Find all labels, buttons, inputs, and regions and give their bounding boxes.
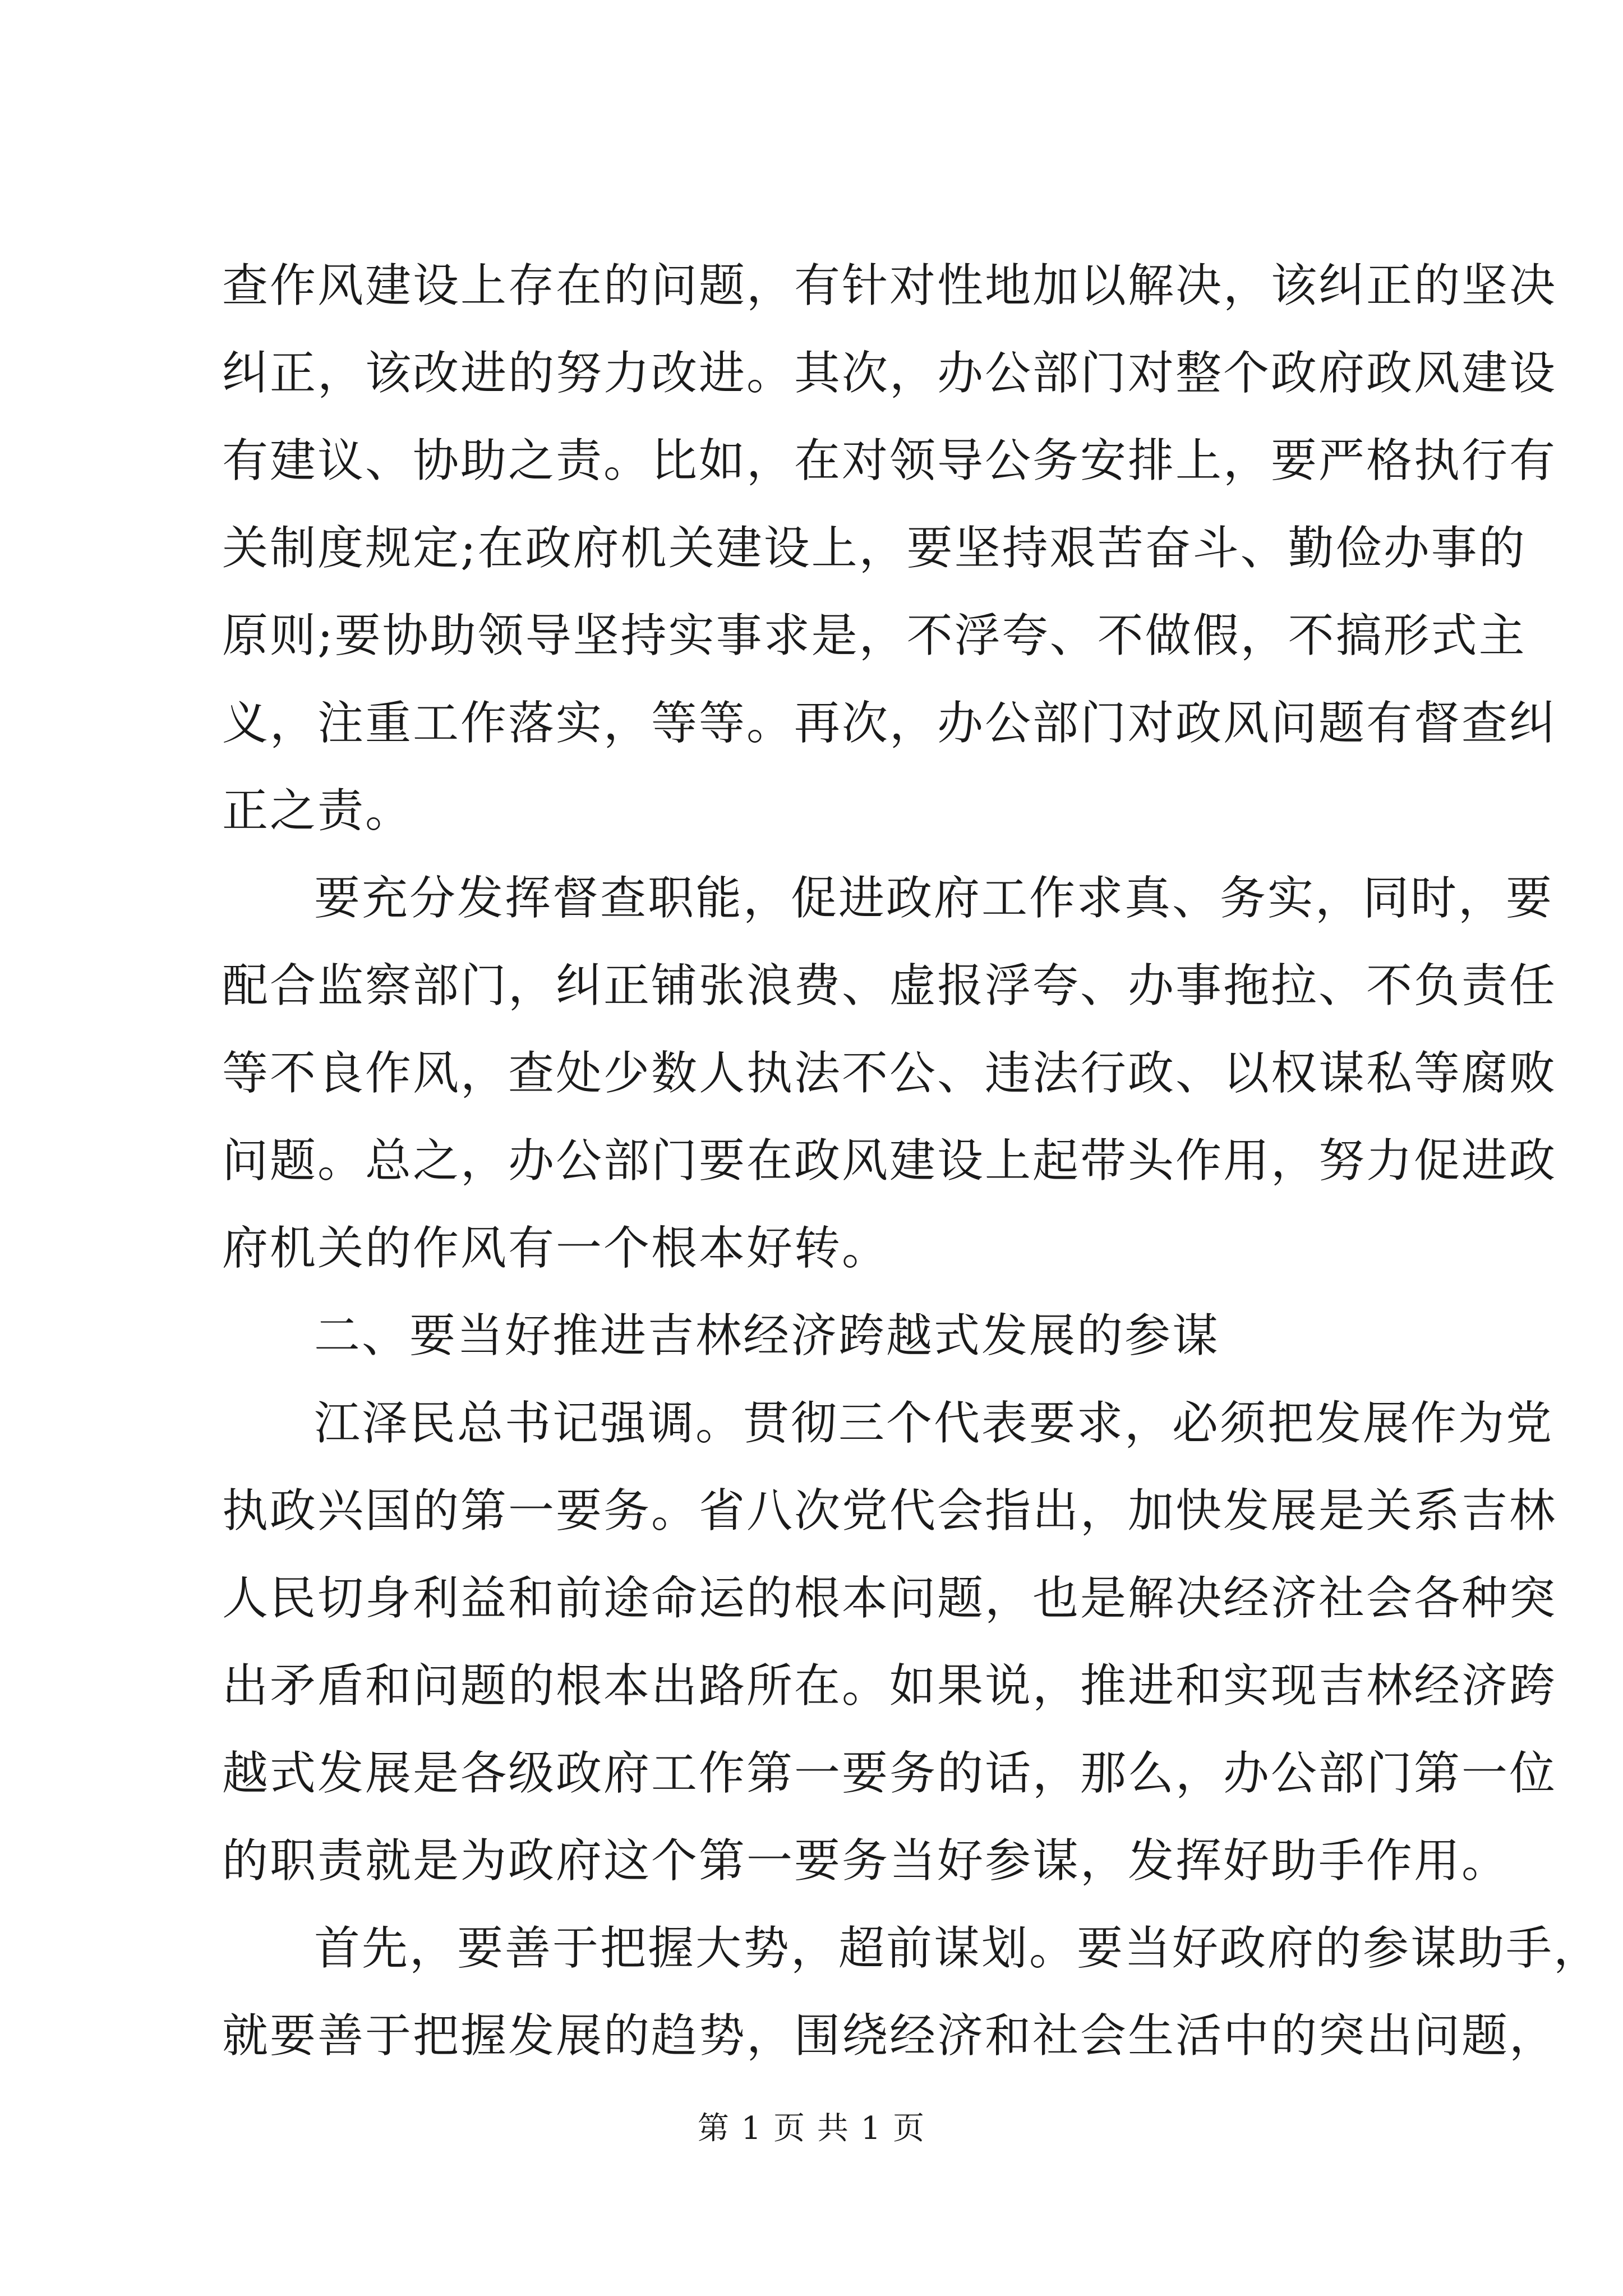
text-line: 查作风建设上存在的问题，有针对性地加以解决，该纠正的坚决 — [222, 259, 1557, 312]
text-line: 配合监察部门，纠正铺张浪费、虚报浮夸、办事拖拉、不负责任 — [222, 959, 1557, 1013]
text-line: 正之责。 — [222, 784, 413, 838]
text-line: 问题。总之，办公部门要在政风建设上起带头作用，努力促进政 — [222, 1134, 1557, 1188]
text-line: 要充分发挥督查职能，促进政府工作求真、务实，同时，要 — [314, 872, 1554, 925]
text-line: 有建议、协助之责。比如，在对领导公务安排上，要严格执行有 — [222, 434, 1557, 487]
text-line: 府机关的作风有一个根本好转。 — [222, 1222, 890, 1275]
text-line: 越式发展是各级政府工作第一要务的话，那么，办公部门第一位 — [222, 1747, 1557, 1800]
text-line: 原则;要协助领导坚持实事求是，不浮夸、不做假，不搞形式主 — [222, 609, 1527, 662]
text-line: 义，注重工作落实，等等。再次，办公部门对政风问题有督查纠 — [222, 697, 1557, 750]
text-line: 出矛盾和问题的根本出路所在。如果说，推进和实现吉林经济跨 — [222, 1659, 1557, 1713]
document-body — [222, 258, 1602, 2096]
text-line: 江泽民总书记强调。贯彻三个代表要求，必须把发展作为党 — [314, 1397, 1554, 1450]
text-line: 首先，要善于把握大势，超前谋划。要当好政府的参谋助手， — [314, 1922, 1602, 1975]
page-footer: 第 1 页 共 1 页 — [697, 2110, 926, 2147]
text-line: 的职责就是为政府这个第一要务当好参谋，发挥好助手作用。 — [222, 1834, 1510, 1888]
section-heading: 二、要当好推进吉林经济跨越式发展的参谋 — [314, 1309, 1220, 1363]
text-line: 等不良作风，查处少数人执法不公、违法行政、以权谋私等腐败 — [222, 1047, 1557, 1100]
text-line: 人民切身利益和前途命运的根本问题，也是解决经济社会各种突 — [222, 1572, 1557, 1625]
text-line: 关制度规定;在政府机关建设上，要坚持艰苦奋斗、勤俭办事的 — [222, 522, 1527, 575]
text-line: 纠正，该改进的努力改进。其次，办公部门对整个政府政风建设 — [222, 347, 1557, 400]
text-line: 执政兴国的第一要务。省八次党代会指出，加快发展是关系吉林 — [222, 1484, 1557, 1538]
text-line: 就要善于把握发展的趋势，围绕经济和社会生活中的突出问题， — [222, 2009, 1557, 2063]
